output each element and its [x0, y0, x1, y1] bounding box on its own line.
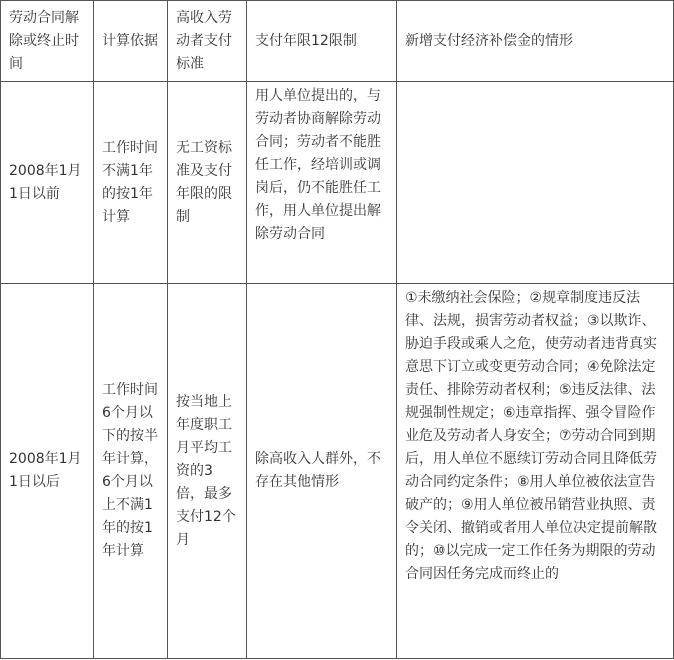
header-new-compensation-cases: 新增支付经济补偿金的情形 [397, 1, 674, 82]
table-row [1, 284, 674, 659]
cell-payment-year-limit: 用人单位提出的，与劳动者协商解除劳动合同；劳动者不能胜任工作，经培训或调岗后，仍不能胜任工作，用人单位提出解除劳动合同 [247, 82, 397, 284]
cell-termination-time: 2008年1月1日以前 [1, 82, 94, 284]
cell-new-compensation-cases [397, 82, 674, 284]
cell-new-compensation-cases: ①未缴纳社会保险；②规章制度违反法律、法规，损害劳动者权益；③以欺诈、胁迫手段或乘人之危，使劳动者违背真实意思下订立或变更劳动合同；④免除法定责任、排除劳动者权利；⑤违反法律、法规强制性规定；⑥违章指挥、强令冒险作业危及劳动者人身安全；⑦劳动合同到期后，用人单位不愿续订劳动合同且降低劳动合同约定条件；⑧用人单位被依法宣告破产的；⑨用人单位被吊销营业执照、责令关闭、撤销或者用人单位决定提前解散的；⑩以完成一定工作任务为期限的劳动合同因任务完成而终止的 [397, 284, 674, 659]
cell-high-income-standard: 按当地上年度职工月平均工资的3倍，最多支付12个月 [168, 284, 247, 659]
cell-payment-year-limit: 除高收入人群外，不存在其他情形 [247, 284, 397, 659]
table-row [1, 82, 674, 284]
header-calculation-basis: 计算依据 [94, 1, 168, 82]
header-termination-time: 劳动合同解除或终止时间 [1, 1, 94, 82]
cell-calculation-basis: 工作时间6个月以下的按半年计算，6个月以上不满1年的按1年计算 [94, 284, 168, 659]
cell-calculation-basis: 工作时间不满1年的按1年计算 [94, 82, 168, 284]
table-header-row [1, 1, 674, 82]
cell-termination-time: 2008年1月1日以后 [1, 284, 94, 659]
header-high-income-standard: 高收入劳动者支付标准 [168, 1, 247, 82]
cell-high-income-standard: 无工资标准及支付年限的限制 [168, 82, 247, 284]
header-payment-year-limit: 支付年限12限制 [247, 1, 397, 82]
